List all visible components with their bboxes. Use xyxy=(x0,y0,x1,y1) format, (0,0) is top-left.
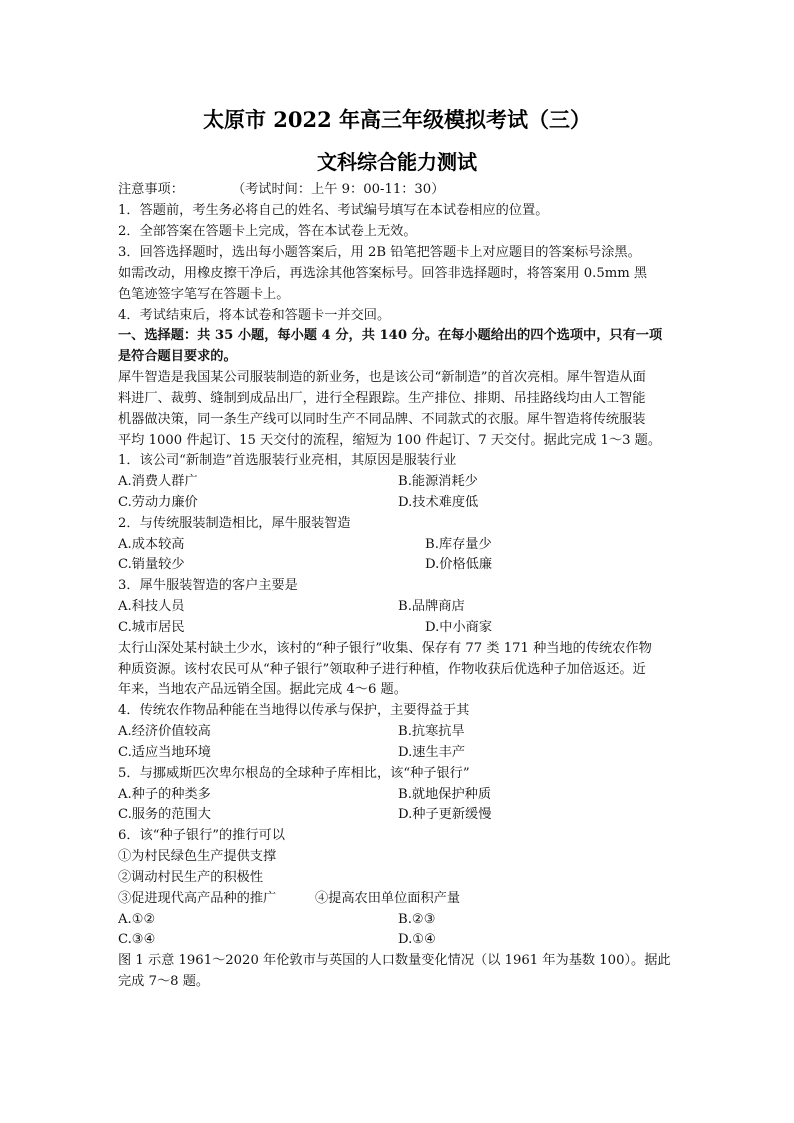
option-a: A.经济价值较高 xyxy=(118,724,211,739)
question-stem: 3．犀牛服装智造的客户主要是 xyxy=(118,578,298,593)
option-b: B.能源消耗少 xyxy=(398,474,478,489)
option-d: D.中小商家 xyxy=(425,620,493,635)
option-b: B.库存量少 xyxy=(425,537,492,552)
option-a: A.消费人群广 xyxy=(118,474,198,489)
option-b: B.②③ xyxy=(398,912,436,927)
statement: ②调动村民生产的积极性 xyxy=(118,870,264,885)
option-a: A.①② xyxy=(118,912,156,927)
statement: ③促进现代高产品种的推广 xyxy=(118,891,277,906)
passage-line: 料进厂、裁剪、缝制到成品出厂，进行全程跟踪。生产排位、排期、吊挂路线均由人工智能 xyxy=(118,391,646,406)
notice-item: 如需改动，用橡皮擦干净后，再选涂其他答案标号。回答非选择题时，将答案用 0.5mm 黑 xyxy=(118,266,648,281)
section-heading: 是符合题目要求的。 xyxy=(118,349,237,364)
option-b: B.抗寒抗旱 xyxy=(398,724,465,739)
notice-item: 色笔迹签字笔写在答题卡上。 xyxy=(118,287,290,302)
question-stem: 6．该“种子银行”的推行可以 xyxy=(118,828,285,843)
option-b: B.品牌商店 xyxy=(398,599,465,614)
question-stem: 1．该公司“新制造”首选服装行业亮相，其原因是服装行业 xyxy=(118,453,457,468)
notice-header xyxy=(118,180,680,200)
option-d: D.速生丰产 xyxy=(398,745,466,760)
passage-line: 太行山深处某村缺土少水，该村的“种子银行”收集、保存有 77 类 171 种当地的传统农作物 xyxy=(118,641,652,656)
option-b: B.就地保护种质 xyxy=(398,787,492,802)
option-c: C.劳动力廉价 xyxy=(118,495,198,510)
option-d: D.种子更新缓慢 xyxy=(398,807,492,822)
exam-title: 太原市 2022 年高三年级模拟考试（三） xyxy=(202,107,592,132)
exam-subtitle: 文科综合能力测试 xyxy=(317,150,477,174)
option-c: C.适应当地环境 xyxy=(118,745,211,760)
option-c: C.城市居民 xyxy=(118,620,185,635)
section-heading: 一、选择题：共 35 小题，每小题 4 分，共 140 分。在每小题给出的四个选项中，只有一项 xyxy=(118,328,663,343)
question-stem: 2．与传统服装制造相比，犀牛服装智造 xyxy=(118,516,351,531)
notice-item: 2．全部答案在答题卡上完成，答在本试卷上无效。 xyxy=(118,224,417,239)
passage-line: 种质资源。该村农民可从“种子银行”领取种子进行种植，作物收获后优选种子加倍返还。近 xyxy=(118,662,646,677)
passage-line: 平均 1000 件起订、15 天交付的流程，缩短为 100 件起订、7 天交付。据此完成 1～3 题。 xyxy=(118,433,662,448)
notice-item: 4．考试结束后，将本试卷和答题卡一并交回。 xyxy=(118,308,391,323)
passage-line: 犀牛智造是我国某公司服装制造的新业务，也是该公司“新制造”的首次亮相。犀牛智造从面 xyxy=(118,370,646,385)
passage-line: 图 1 示意 1961～2020 年伦敦市与英国的人口数量变化情况（以 1961 年为基数 100）。据此 xyxy=(118,953,671,968)
passage-line: 完成 7～8 题。 xyxy=(118,974,210,989)
exam-time: （考试时间：上午 9：00-11：30） xyxy=(231,182,445,197)
option-d: D.技术难度低 xyxy=(398,495,479,510)
option-a: A.种子的种类多 xyxy=(118,787,211,802)
passage-line: 机器做决策，同一条生产线可以同时生产不同品牌、不同款式的衣服。犀牛智造将传统服装 xyxy=(118,412,646,427)
notice-item: 3．回答选择题时，选出每小题答案后，用 2B 铅笔把答题卡上对应题目的答案标号涂黑。 xyxy=(118,245,641,260)
notice-label: 注意事项： xyxy=(118,182,184,197)
option-d: D.价格低廉 xyxy=(425,557,493,572)
option-c: C.销量较少 xyxy=(118,557,185,572)
question-stem: 4．传统农作物品种能在当地得以传承与保护，主要得益于其 xyxy=(118,703,470,718)
option-a: A.成本较高 xyxy=(118,537,185,552)
statement: ①为村民绿色生产提供支撑 xyxy=(118,849,277,864)
option-a: A.科技人员 xyxy=(118,599,185,614)
option-c: C.③④ xyxy=(118,932,156,947)
notice-item: 1．答题前，考生务必将自己的姓名、考试编号填写在本试卷相应的位置。 xyxy=(118,203,549,218)
option-c: C.服务的范围大 xyxy=(118,807,211,822)
question-stem: 5．与挪威斯匹次卑尔根岛的全球种子库相比，该“种子银行” xyxy=(118,766,470,781)
statement: ④提高农田单位面积产量 xyxy=(315,891,461,906)
option-d: D.①④ xyxy=(398,932,436,947)
passage-line: 年来，当地农产品远销全国。据此完成 4～6 题。 xyxy=(118,682,407,697)
